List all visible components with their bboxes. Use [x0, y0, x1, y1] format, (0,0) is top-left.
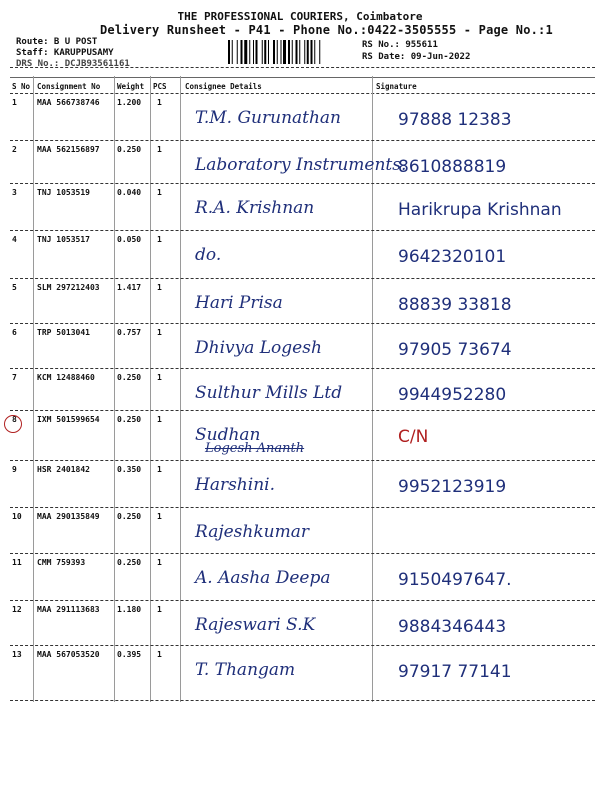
row-divider [10, 645, 595, 646]
row-pcs: 1 [157, 373, 162, 382]
row-signature: 9884346443 [398, 617, 507, 637]
row-consignee: Dhivya Logesh [195, 338, 322, 358]
row-weight: 0.395 [117, 650, 142, 659]
row-divider [10, 600, 595, 601]
row-divider [10, 410, 595, 411]
row-consignment-number: MAA 562156897 [37, 145, 100, 154]
col-line [150, 76, 151, 702]
row-weight: 0.250 [117, 373, 142, 382]
row-signature: 9952123919 [398, 477, 507, 497]
col-line [180, 76, 181, 702]
row-divider [10, 323, 595, 324]
row-sno: 7 [12, 373, 17, 382]
row-divider [10, 140, 595, 141]
row-sno: 6 [12, 328, 17, 337]
col-details: Consignee Details [185, 82, 262, 91]
staff: Staff: KARUPPUSAMY [16, 48, 114, 58]
row-pcs: 1 [157, 465, 162, 474]
header-divider [10, 67, 595, 68]
row-consignment-number: MAA 291113683 [37, 605, 100, 614]
row-weight: 0.757 [117, 328, 142, 337]
row-pcs: 1 [157, 558, 162, 567]
row-weight: 0.250 [117, 512, 142, 521]
row-divider [10, 278, 595, 279]
row-consignment-number: HSR 2401842 [37, 465, 90, 474]
route: Route: B U POST [16, 37, 98, 47]
row-consignee: A. Aasha Deepa [195, 568, 331, 588]
row-consignee: Sulthur Mills Ltd [195, 383, 343, 403]
row-consignment-number: MAA 290135849 [37, 512, 100, 521]
row-signature: 8610888819 [398, 157, 507, 177]
row-sno: 4 [12, 235, 17, 244]
row-consignee: Laboratory Instruments. [195, 155, 407, 175]
row-pcs: 1 [157, 188, 162, 197]
row-consignee: T.M. Gurunathan [195, 108, 342, 128]
row-consignee-struck: Logesh Ananth [205, 441, 305, 456]
drs-number: DRS No.: DCJB93561161 [16, 59, 130, 69]
col-consignment: Consignment No [37, 82, 101, 91]
row-8-circle-mark [4, 415, 22, 433]
row-signature: 9150497647. [398, 570, 512, 590]
row-pcs: 1 [157, 605, 162, 614]
company-name: THE PROFESSIONAL COURIERS, Coimbatore [177, 10, 423, 23]
row-signature: 9944952280 [398, 385, 507, 405]
row-weight: 0.250 [117, 415, 142, 424]
row-weight: 0.250 [117, 145, 142, 154]
row-pcs: 1 [157, 650, 162, 659]
row-signature: Harikrupa Krishnan [398, 200, 562, 220]
col-signature: Signature [376, 82, 417, 91]
row-pcs: 1 [157, 98, 162, 107]
row-divider [10, 368, 595, 369]
row-consignment-number: TNJ 1053517 [37, 235, 90, 244]
row-consignment-number: TRP 5013041 [37, 328, 90, 337]
row-divider [10, 460, 595, 461]
row-divider [10, 700, 595, 701]
row-weight: 1.417 [117, 283, 142, 292]
row-sno: 2 [12, 145, 17, 154]
row-weight: 1.180 [117, 605, 142, 614]
row-consignment-number: TNJ 1053519 [37, 188, 90, 197]
row-consignee: do. [195, 245, 222, 265]
row-signature: 97905 73674 [398, 340, 512, 360]
row-pcs: 1 [157, 328, 162, 337]
row-pcs: 1 [157, 235, 162, 244]
row-pcs: 1 [157, 145, 162, 154]
table-top-border [10, 77, 595, 78]
row-weight: 0.350 [117, 465, 142, 474]
row-consignment-number: SLM 297212403 [37, 283, 100, 292]
row-consignment-number: MAA 567053520 [37, 650, 100, 659]
row-sno: 9 [12, 465, 17, 474]
row-consignee: T. Thangam [195, 660, 296, 680]
col-weight: Weight [117, 82, 145, 91]
row-consignee: Sudhan [195, 425, 261, 445]
row-consignment-number: MAA 566738746 [37, 98, 100, 107]
row-weight: 1.200 [117, 98, 142, 107]
row-sno: 12 [12, 605, 22, 614]
row-consignee: Rajeshkumar [195, 522, 309, 542]
row-consignee: R.A. Krishnan [195, 198, 315, 218]
rs-date: RS Date: 09-Jun-2022 [362, 52, 471, 62]
row-sno: 5 [12, 283, 17, 292]
row-weight: 0.040 [117, 188, 142, 197]
row-divider [10, 183, 595, 184]
runsheet-title: Delivery Runsheet - P41 - Phone No.:0422-3505555 - Page No.:1 [100, 23, 553, 37]
row-consignment-number: KCM 12488460 [37, 373, 95, 382]
row-sno: 8 [12, 415, 17, 424]
row-divider [10, 553, 595, 554]
col-line [114, 76, 115, 702]
col-line [33, 76, 34, 702]
row-consignee: Rajeswari S.K [195, 615, 316, 635]
row-divider [10, 507, 595, 508]
header-row-divider [10, 93, 595, 94]
barcode [228, 40, 350, 64]
row-sno: 11 [12, 558, 22, 567]
rs-number: RS No.: 955611 [362, 40, 438, 50]
row-signature: 97917 77141 [398, 662, 512, 682]
row-signature: 9642320101 [398, 247, 507, 267]
row-consignee: Hari Prisa [195, 293, 283, 313]
row-consignee: Harshini. [195, 475, 275, 495]
row-signature: 97888 12383 [398, 110, 512, 130]
row-weight: 0.250 [117, 558, 142, 567]
col-sno: S No [12, 82, 31, 91]
row-sno: 13 [12, 650, 22, 659]
col-pcs: PCS [153, 82, 167, 91]
row-sno: 1 [12, 98, 17, 107]
row-consignment-number: CMM 759393 [37, 558, 86, 567]
row-pcs: 1 [157, 415, 162, 424]
row-signature: 88839 33818 [398, 295, 512, 315]
row-divider [10, 230, 595, 231]
row-sno: 10 [12, 512, 22, 521]
row-consignment-number: IXM 501599654 [37, 415, 100, 424]
row-weight: 0.050 [117, 235, 142, 244]
row-pcs: 1 [157, 512, 162, 521]
row-sno: 3 [12, 188, 17, 197]
row-pcs: 1 [157, 283, 162, 292]
row-signature: C/N [398, 427, 429, 447]
